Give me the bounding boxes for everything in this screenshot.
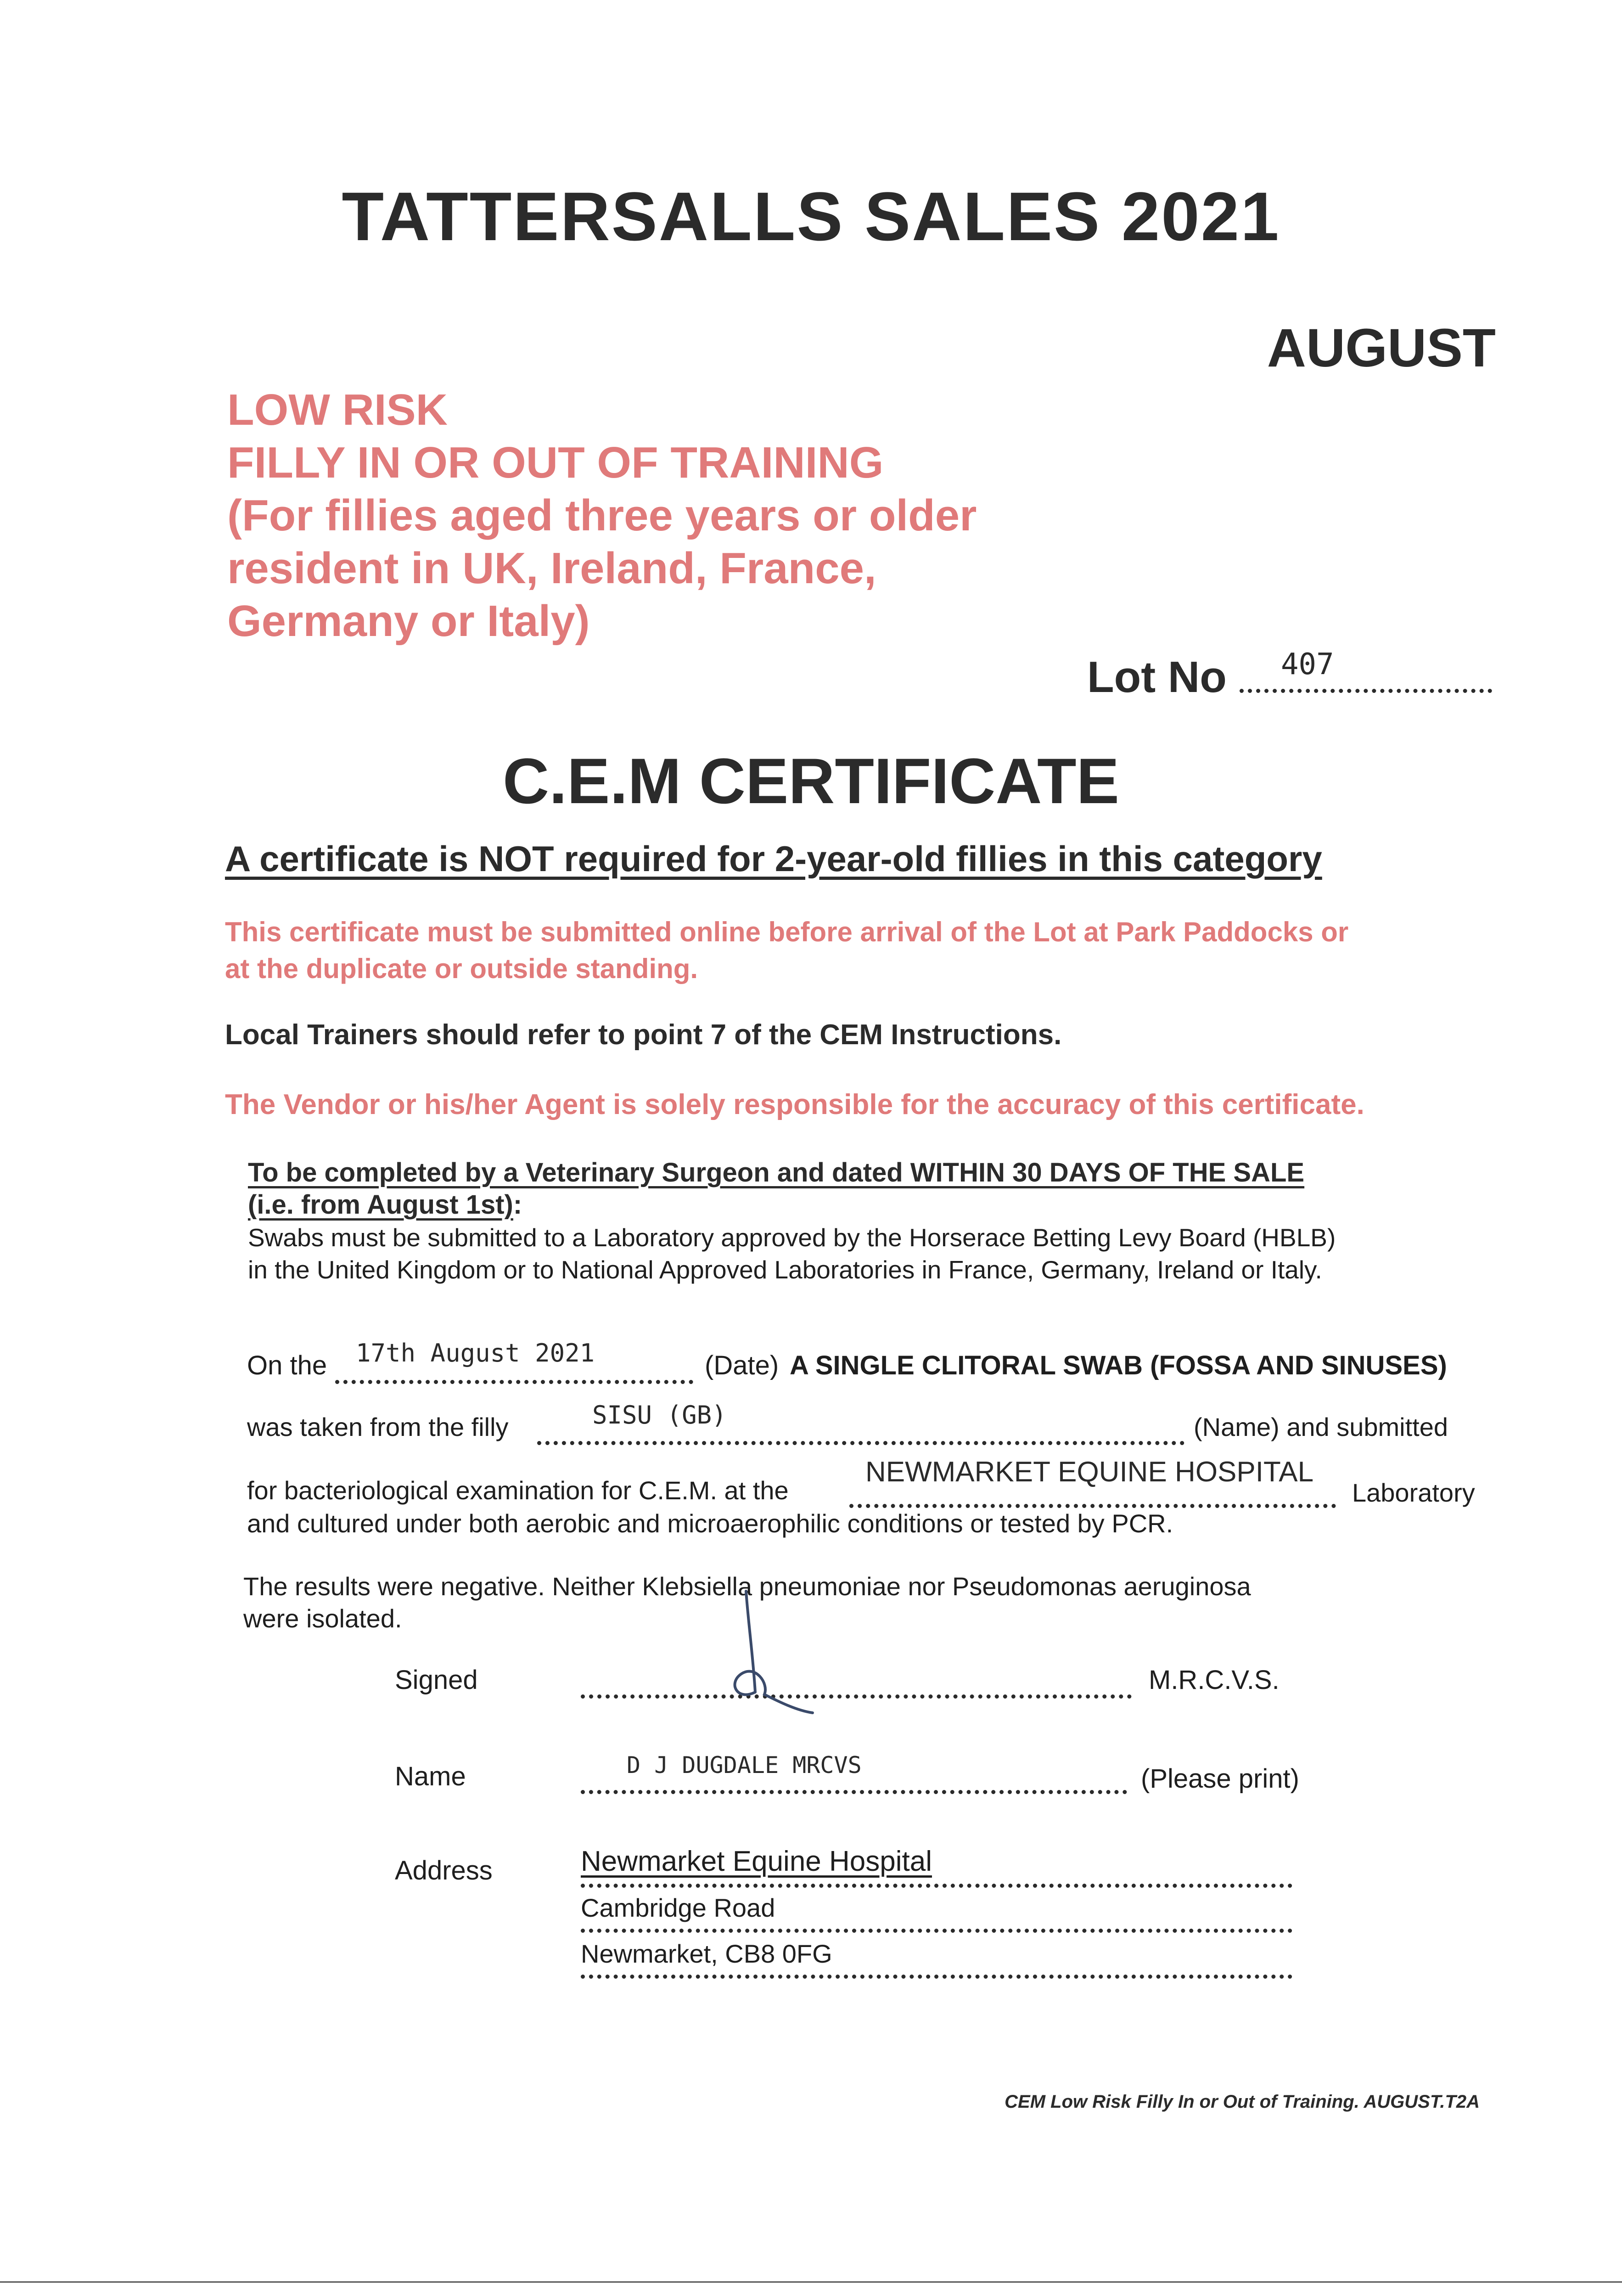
cultured-note: and cultured under both aerobic and microaerophilic conditions or tested by PCR. xyxy=(247,1509,1173,1538)
certificate-title: C.E.M CERTIFICATE xyxy=(503,745,1119,817)
swabs-note-line-1: Swabs must be submitted to a Laboratory approved by the Horserace Betting Levy Board (HBLB) xyxy=(248,1223,1336,1252)
category-line-1: LOW RISK xyxy=(227,385,448,434)
laboratory-label: Laboratory xyxy=(1352,1478,1475,1507)
laboratory-value: NEWMARKET EQUINE HOSPITAL xyxy=(865,1456,1314,1488)
lot-label: Lot No xyxy=(1087,653,1227,702)
submit-note-line-1: This certificate must be submitted online before arrival of the Lot at Park Paddocks or xyxy=(225,917,1349,947)
name-label: Name xyxy=(395,1761,466,1791)
signature-mark xyxy=(709,1587,829,1715)
lot-dots xyxy=(1240,689,1492,693)
mrcvs-label: M.R.C.V.S. xyxy=(1149,1665,1280,1695)
date-value: 17th August 2021 xyxy=(356,1339,595,1367)
exam-prefix: for bacteriological examination for C.E.M. at the xyxy=(247,1476,789,1505)
vet-section-heading-2-text: (i.e. from August 1st) xyxy=(248,1190,513,1220)
document-title: TATTERSALLS SALES 2021 xyxy=(342,178,1280,255)
category-line-3: (For fillies aged three years or older xyxy=(227,491,977,540)
address-dots-1 xyxy=(581,1884,1292,1888)
date-label: (Date) xyxy=(705,1351,779,1380)
on-the-label: On the xyxy=(247,1351,327,1380)
address-line-2: Cambridge Road xyxy=(581,1893,775,1922)
swab-type: A SINGLE CLITORAL SWAB (FOSSA AND SINUSES) xyxy=(790,1351,1447,1380)
bottom-rule xyxy=(0,2281,1622,2283)
lot-number: 407 xyxy=(1281,647,1334,681)
category-line-2: FILLY IN OR OUT OF TRAINING xyxy=(227,438,884,487)
filly-name-dots xyxy=(537,1441,1184,1445)
name-dots xyxy=(581,1790,1127,1794)
submit-note-line-2: at the duplicate or outside standing. xyxy=(225,953,698,984)
signed-label: Signed xyxy=(395,1665,478,1695)
address-dots-2 xyxy=(581,1929,1292,1933)
signature-dots xyxy=(581,1694,1132,1699)
vet-section-heading-2-colon: : xyxy=(513,1190,522,1220)
address-label: Address xyxy=(395,1856,493,1885)
category-block xyxy=(227,383,977,647)
please-print-label: (Please print) xyxy=(1141,1764,1299,1794)
not-required-notice: A certificate is NOT required for 2-year-old fillies in this category xyxy=(225,838,1322,879)
category-line-5: Germany or Italy) xyxy=(227,597,590,646)
sale-name: AUGUST xyxy=(1267,318,1496,378)
address-line-1: Newmarket Equine Hospital xyxy=(581,1846,932,1877)
name-value: D J DUGDALE MRCVS xyxy=(627,1752,862,1778)
form-code: CEM Low Risk Filly In or Out of Training. AUGUST.T2A xyxy=(1005,2092,1480,2112)
vet-section-heading-1: To be completed by a Veterinary Surgeon and dated WITHIN 30 DAYS OF THE SALE xyxy=(248,1158,1305,1187)
laboratory-dots xyxy=(849,1504,1336,1508)
address-dots-3 xyxy=(581,1975,1292,1979)
date-dots xyxy=(335,1380,693,1384)
swabs-note xyxy=(248,1221,1336,1286)
taken-from-label: was taken from the filly xyxy=(247,1412,509,1441)
name-submitted-label: (Name) and submitted xyxy=(1194,1412,1448,1441)
swabs-note-line-2: in the United Kingdom or to National Approved Laboratories in France, Germany, Ireland or Italy. xyxy=(248,1255,1322,1284)
category-line-4: resident in UK, Ireland, France, xyxy=(227,544,876,593)
results-line-2: were isolated. xyxy=(243,1604,402,1633)
trainers-note: Local Trainers should refer to point 7 of the CEM Instructions. xyxy=(225,1019,1062,1051)
results-line-1: The results were negative. Neither Klebsiella pneumoniae nor Pseudomonas aeruginosa xyxy=(243,1572,1251,1601)
vendor-note: The Vendor or his/her Agent is solely responsible for the accuracy of this certificate. xyxy=(225,1089,1364,1120)
address-line-3: Newmarket, CB8 0FG xyxy=(581,1939,832,1968)
submit-note xyxy=(225,914,1348,987)
vet-section-heading-2 xyxy=(248,1189,522,1220)
filly-name-value: SISU (GB) xyxy=(592,1401,727,1429)
